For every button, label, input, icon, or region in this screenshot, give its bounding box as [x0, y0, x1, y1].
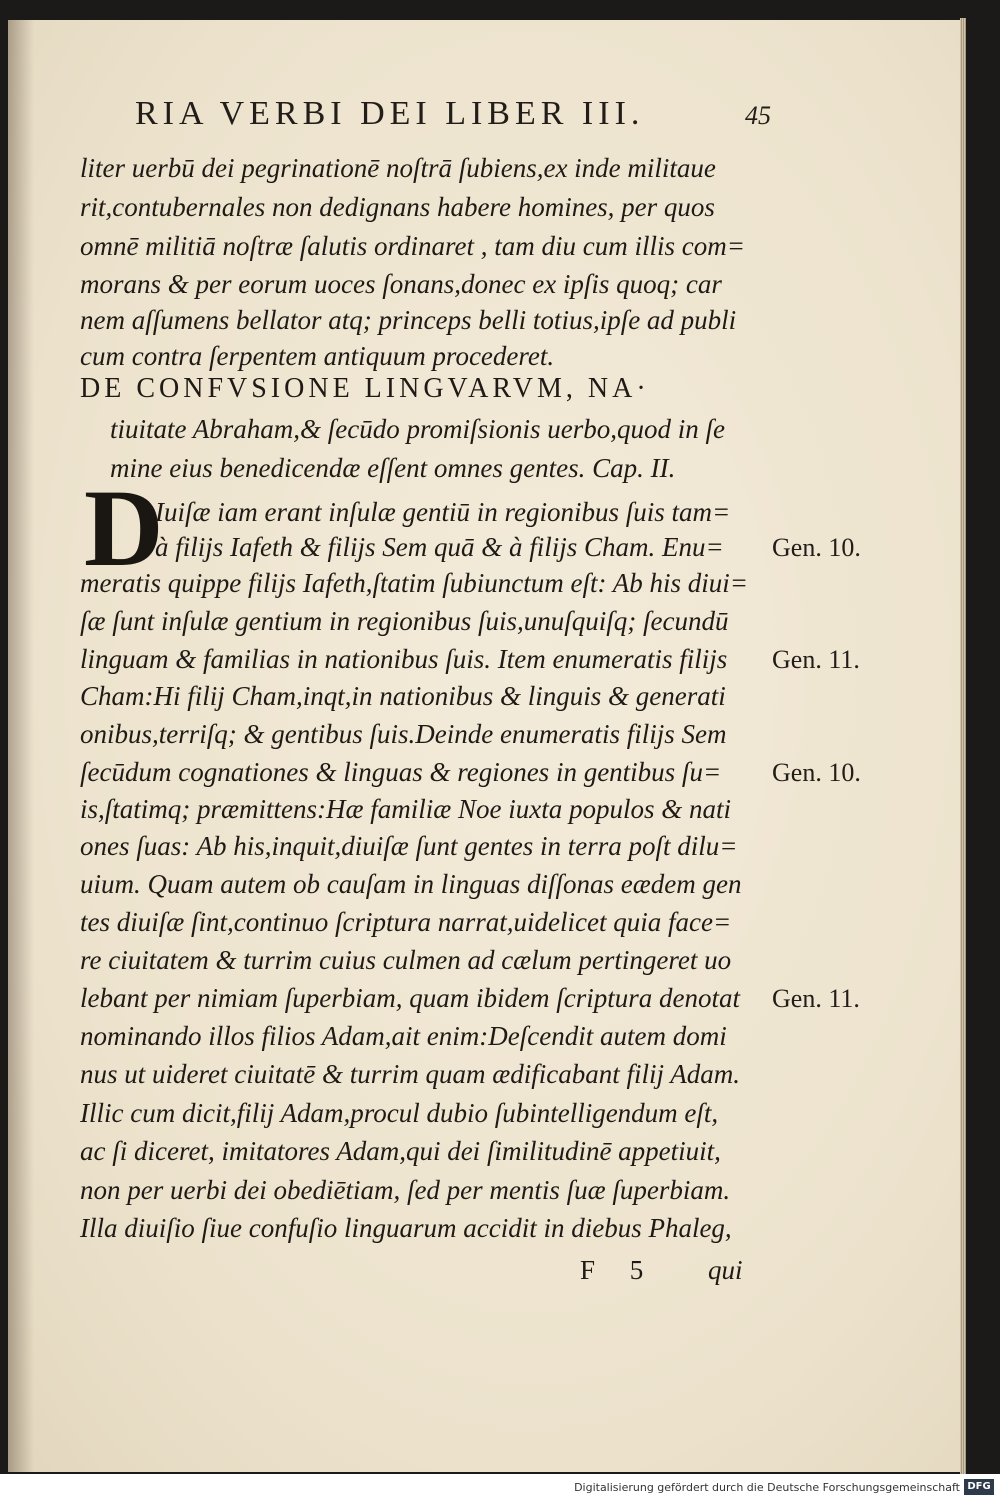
- chapter-heading-line-2: tiuitate Abraham,& ſecūdo promiſsionis uerbo,quod in ſe: [110, 414, 725, 444]
- text-line: ſecūdum cognationes & linguas & regiones in gentibus ſu=: [80, 757, 722, 787]
- text-line: onibus,terriſq; & gentibus ſuis.Deinde enumeratis filijs Sem: [80, 719, 727, 749]
- text-line: re ciuitatem & turrim cuius culmen ad cælum pertingeret uo: [80, 945, 732, 975]
- text-line: nus ut uideret ciuitatē & turrim quam ædificabant filij Adam.: [80, 1059, 740, 1089]
- text-line: cum contra ſerpentem antiquum procederet.: [80, 341, 555, 371]
- signature-mark: F 5: [580, 1255, 658, 1285]
- text-line: non per uerbi dei obediētiam, ſed per mentis ſuæ ſuperbiam.: [80, 1175, 731, 1205]
- chapter-heading-line-1: DE CONFVSIONE LINGVARVM, NA·: [80, 373, 650, 404]
- text-line: meratis quippe filijs Iafeth,ſtatim ſubiunctum eſt: Ab his diui=: [80, 568, 748, 598]
- chapter-heading-line-3: mine eius benedicendæ eſſent omnes gentes. Cap. II.: [110, 453, 676, 483]
- margin-note: Gen. 10.: [772, 758, 861, 787]
- text-line: à filijs Iafeth & filijs Sem quā & à filijs Cham. Enu=: [155, 532, 724, 562]
- text-line: nominando illos filios Adam,ait enim:Deſcendit autem domi: [80, 1021, 727, 1051]
- text-line: Illic cum dicit,filij Adam,procul dubio ſubintelligendum eſt,: [80, 1098, 719, 1128]
- text-line: lebant per nimiam ſuperbiam, quam ibidem ſcriptura denotat: [80, 983, 740, 1013]
- catchword: qui: [708, 1255, 743, 1285]
- text-line: nem aſſumens bellator atq; princeps belli totius,ipſe ad publi: [80, 305, 737, 335]
- margin-note: Gen. 10.: [772, 533, 861, 562]
- text-line: morans & per eorum uoces ſonans,donec ex ipſis quoq; car: [80, 269, 722, 299]
- text-line: is,ſtatimq; præmittens:Hæ familiæ Noe iuxta populos & nati: [80, 794, 732, 824]
- drop-cap: D: [84, 467, 164, 589]
- text-line: Iuiſæ iam erant inſulæ gentiū in regionibus ſuis tam=: [155, 497, 731, 527]
- text-line: uium. Quam autem ob cauſam in linguas diſſonas eædem gen: [80, 869, 742, 899]
- page-edge: [960, 18, 966, 1474]
- text-line: ac ſi diceret, imitatores Adam,qui dei ſimilitudinē appetiuit,: [80, 1136, 721, 1166]
- text-line: Illa diuiſio ſiue confuſio linguarum accidit in diebus Phaleg,: [80, 1213, 732, 1243]
- margin-note: Gen. 11.: [772, 984, 860, 1013]
- text-line: omnē militiā noſtræ ſalutis ordinaret , tam diu cum illis com=: [80, 231, 745, 261]
- text-line: ſæ ſunt inſulæ gentium in regionibus ſuis,unuſquiſq; ſecundū: [80, 606, 729, 636]
- margin-note: Gen. 11.: [772, 645, 860, 674]
- running-head-title: RIA VERBI DEI LIBER III.: [135, 95, 645, 132]
- text-line: Cham:Hi filij Cham,inqt,in nationibus & linguis & generati: [80, 681, 726, 711]
- page-number: 45: [745, 101, 771, 130]
- footer-bar: [0, 1474, 1000, 1501]
- text-line: liter uerbū dei pegrinationē noſtrā ſubiens,ex inde militaue: [80, 153, 716, 183]
- text-line: linguam & familias in nationibus ſuis. Item enumeratis filijs: [80, 644, 728, 674]
- running-head: [80, 95, 780, 135]
- spine-shadow: [8, 20, 34, 1472]
- text-line: tes diuiſæ ſint,continuo ſcriptura narrat,uidelicet quia face=: [80, 907, 732, 937]
- text-line: ones ſuas: Ab his,inquit,diuiſæ ſunt gentes in terra poſt dilu=: [80, 831, 738, 861]
- dfg-logo: DFG: [964, 1479, 994, 1495]
- text-line: rit,contubernales non dedignans habere homines, per quos: [80, 192, 715, 222]
- funding-credit: Digitalisierung gefördert durch die Deutsche Forschungsgemeinschaft: [574, 1481, 960, 1494]
